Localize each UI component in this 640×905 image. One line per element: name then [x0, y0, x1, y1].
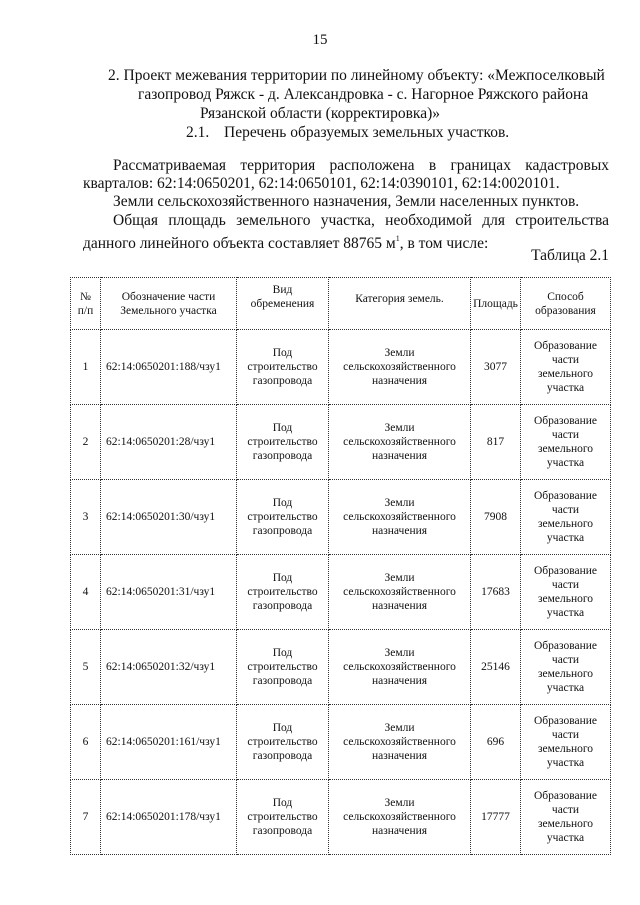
header-area: Площадь [471, 278, 521, 330]
table-row [71, 630, 611, 705]
section-heading-line-1: 2. Проект межевания территории по линейному объекту: «Межпоселковый [108, 67, 605, 84]
cell-encumbrance: Под строительство газопровода [237, 705, 329, 780]
cell-area: 25146 [471, 630, 521, 705]
cell-parcel: 62:14:0650201:178/чзу1 [101, 780, 237, 855]
table-row [71, 405, 611, 480]
cell-parcel: 62:14:0650201:161/чзу1 [101, 705, 237, 780]
cell-area: 7908 [471, 480, 521, 555]
table-caption: Таблица 2.1 [531, 247, 609, 264]
cell-parcel: 62:14:0650201:30/чзу1 [101, 480, 237, 555]
cell-category: Земли сельскохозяйственного назначения [329, 780, 471, 855]
area-text-before: данного линейного объекта составляет 88765 м [83, 235, 396, 252]
cell-area: 17683 [471, 555, 521, 630]
section-heading-line-3: Рязанской области (корректировка)» [199, 105, 441, 122]
subsection-heading [186, 123, 509, 142]
cell-area: 3077 [471, 330, 521, 405]
header-encumbrance: Вид обременения [237, 278, 329, 330]
cell-number: 2 [71, 405, 101, 480]
header-number: № п/п [71, 278, 101, 330]
subsection-title: Перечень образуемых земельных участков. [224, 124, 510, 141]
cell-number: 6 [71, 705, 101, 780]
table-row [71, 705, 611, 780]
cell-encumbrance: Под строительство газопровода [237, 405, 329, 480]
table-row [71, 780, 611, 855]
section-heading-line-2: газопровод Ряжск - д. Александровка - с. Нагорное Ряжского района [138, 86, 589, 103]
header-category: Категория земель. [329, 278, 471, 330]
cell-parcel: 62:14:0650201:32/чзу1 [101, 630, 237, 705]
table-row [71, 330, 611, 405]
header-parcel: Обозначение части Земельного участка [101, 278, 237, 330]
cell-number: 1 [71, 330, 101, 405]
cell-encumbrance: Под строительство газопровода [237, 330, 329, 405]
parcels-table [70, 277, 611, 855]
cell-encumbrance: Под строительство газопровода [237, 555, 329, 630]
cell-encumbrance: Под строительство газопровода [237, 780, 329, 855]
cell-category: Земли сельскохозяйственного назначения [329, 705, 471, 780]
cell-parcel: 62:14:0650201:28/чзу1 [101, 405, 237, 480]
cell-method: Образование части земельного участка [521, 405, 611, 480]
cell-method: Образование части земельного участка [521, 780, 611, 855]
header-method: Способ образования [521, 278, 611, 330]
cell-encumbrance: Под строительство газопровода [237, 480, 329, 555]
cell-area: 696 [471, 705, 521, 780]
cell-category: Земли сельскохозяйственного назначения [329, 630, 471, 705]
cell-number: 7 [71, 780, 101, 855]
paragraph-territory-line-2: кварталов: 62:14:0650201, 62:14:0650101, 62:14:0390101, 62:14:0020101. [83, 175, 560, 192]
area-unit-superscript: 1 [395, 234, 400, 243]
cell-category: Земли сельскохозяйственного назначения [329, 555, 471, 630]
table-row [71, 555, 611, 630]
cell-method: Образование части земельного участка [521, 630, 611, 705]
cell-area: 17777 [471, 780, 521, 855]
cell-category: Земли сельскохозяйственного назначения [329, 405, 471, 480]
cell-method: Образование части земельного участка [521, 555, 611, 630]
cell-method: Образование части земельного участка [521, 480, 611, 555]
cell-number: 3 [71, 480, 101, 555]
table-row [71, 480, 611, 555]
cell-parcel: 62:14:0650201:188/чзу1 [101, 330, 237, 405]
page-number: 15 [312, 32, 328, 48]
cell-area: 817 [471, 405, 521, 480]
paragraph-territory-line-1: Рассматриваемая территория расположена в границах кадастровых [113, 157, 609, 174]
cell-method: Образование части земельного участка [521, 330, 611, 405]
subsection-number: 2.1. [186, 124, 210, 141]
cell-category: Земли сельскохозяйственного назначения [329, 330, 471, 405]
paragraph-land-categories: Земли сельскохозяйственного назначения, Земли населенных пунктов. [113, 193, 580, 210]
cell-number: 4 [71, 555, 101, 630]
cell-parcel: 62:14:0650201:31/чзу1 [101, 555, 237, 630]
cell-category: Земли сельскохозяйственного назначения [329, 480, 471, 555]
cell-method: Образование части земельного участка [521, 705, 611, 780]
cell-encumbrance: Под строительство газопровода [237, 630, 329, 705]
area-text-after: , в том числе: [399, 235, 489, 252]
paragraph-area-line-1: Общая площадь земельного участка, необходимой для строительства [113, 212, 609, 229]
cell-number: 5 [71, 630, 101, 705]
table-header-row [71, 278, 611, 330]
